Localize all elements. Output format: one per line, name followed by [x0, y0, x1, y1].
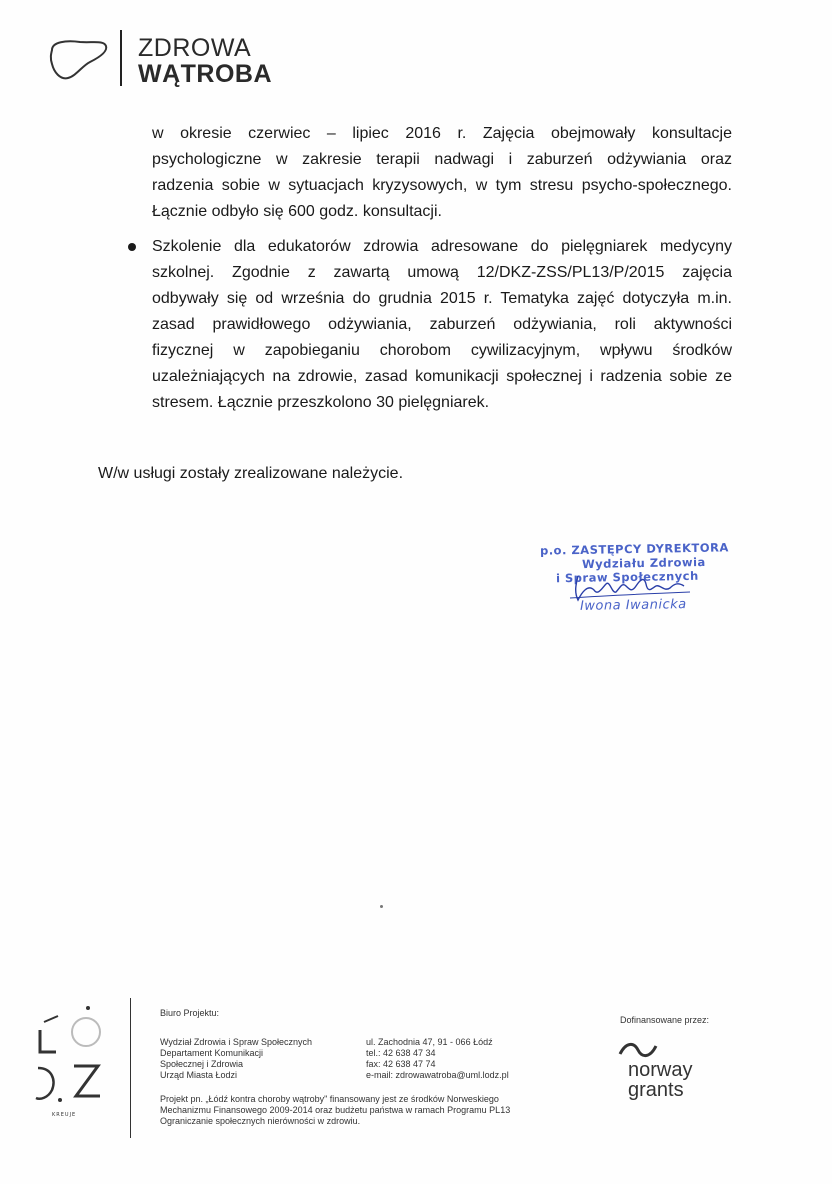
- footer-phone: tel.: 42 638 47 34: [366, 1048, 436, 1058]
- text-line: radzenia sobie w sytuacjach kryzysowych, w tym stresu psycho-społecznego.: [152, 177, 732, 194]
- footer-project-line: Mechanizmu Finansowego 2009-2014 oraz budżetu państwa w ramach Programu PL13: [160, 1105, 511, 1115]
- footer-project-info: [160, 1094, 560, 1127]
- text-line: szkolnej. Zgodnie z zawartą umową 12/DKZ-ZSS/PL13/P/2015 zajęcia: [152, 264, 732, 281]
- footer-org-line: Społecznej i Zdrowia: [160, 1059, 244, 1069]
- footer-cofinanced-label: Dofinansowane przez:: [620, 1015, 710, 1025]
- text-line: uzależniających na zdrowie, zasad komunikacji społecznej i radzenia sobie ze: [152, 368, 732, 385]
- footer-project-line: Projekt pn. „Łódź kontra choroby wątroby" finansowany jest ze środków Norweskiego: [160, 1094, 499, 1104]
- footer-address: [366, 1037, 509, 1081]
- lodz-logo-caption: KREUJE: [52, 1112, 77, 1118]
- norway-grants-wave-icon: [618, 1040, 658, 1060]
- logo-text-watroba: WĄTROBA: [138, 60, 273, 88]
- text-line: w okresie czerwiec – lipiec 2016 r. Zajęcia obejmowały konsultacje: [152, 125, 732, 142]
- logo-text-zdrowa: ZDROWA: [138, 34, 252, 62]
- text-line: zasad prawidłowego odżywiania, zaburzeń odżywiania, roli aktywności: [152, 316, 732, 333]
- norway-grants-logo-text-2: grants: [628, 1079, 684, 1101]
- footer-fax: fax: 42 638 47 74: [366, 1059, 436, 1069]
- footer-project-line: Ograniczanie społecznych nierówności w zdrowiu.: [160, 1116, 361, 1126]
- paragraph-training: [152, 234, 732, 416]
- footer-biuro-label: Biuro Projektu:: [160, 1008, 220, 1018]
- stamp-signatory-name: Iwona Iwanicka: [579, 597, 687, 614]
- stamp-line-title: p.o. ZASTĘPCY DYREKTORA: [539, 540, 729, 558]
- logo-divider: [120, 30, 122, 86]
- footer-org-line: Urząd Miasta Łodzi: [160, 1070, 238, 1080]
- norway-grants-logo-text-1: norway: [628, 1059, 693, 1081]
- text-line: odbywały się od września do grudnia 2015 r. Tematyka zajęć dotyczyła m.in.: [152, 290, 732, 307]
- lodz-city-logo: [30, 1000, 110, 1120]
- text-line: Łącznie odbyło się 600 godz. konsultacji.: [152, 203, 442, 220]
- paragraph-consultations: [152, 121, 732, 225]
- text-line: stresem. Łącznie przeszkolono 30 pielęgniarek.: [152, 394, 490, 411]
- footer-divider: [130, 998, 131, 1138]
- text-line: psychologiczne w zakresie terapii nadwagi i zaburzeń odżywiania oraz: [152, 151, 732, 168]
- footer-org-line: Departament Komunikacji: [160, 1048, 264, 1058]
- liver-logo-icon: [46, 36, 110, 82]
- footer-email: e-mail: zdrowawatroba@uml.lodz.pl: [366, 1070, 509, 1080]
- footer-organization: [160, 1037, 312, 1081]
- footer-address-line: ul. Zachodnia 47, 91 - 066 Łódź: [366, 1037, 493, 1047]
- stamp-line-department: Wydziału Zdrowia: [581, 554, 706, 572]
- speck-mark: [380, 905, 383, 908]
- text-line: Szkolenie dla edukatorów zdrowia adresowane do pielęgniarek medycyny: [152, 238, 732, 255]
- footer-org-line: Wydział Zdrowia i Spraw Społecznych: [160, 1037, 312, 1047]
- text-line: fizycznej w zapobieganiu chorobom cywilizacyjnym, wpływu środków: [152, 342, 732, 359]
- stamp-line-affairs: i Spraw Społecznych: [555, 568, 699, 586]
- bullet-icon: [128, 243, 136, 251]
- closing-statement: W/w usługi zostały zrealizowane należycie.: [98, 465, 404, 482]
